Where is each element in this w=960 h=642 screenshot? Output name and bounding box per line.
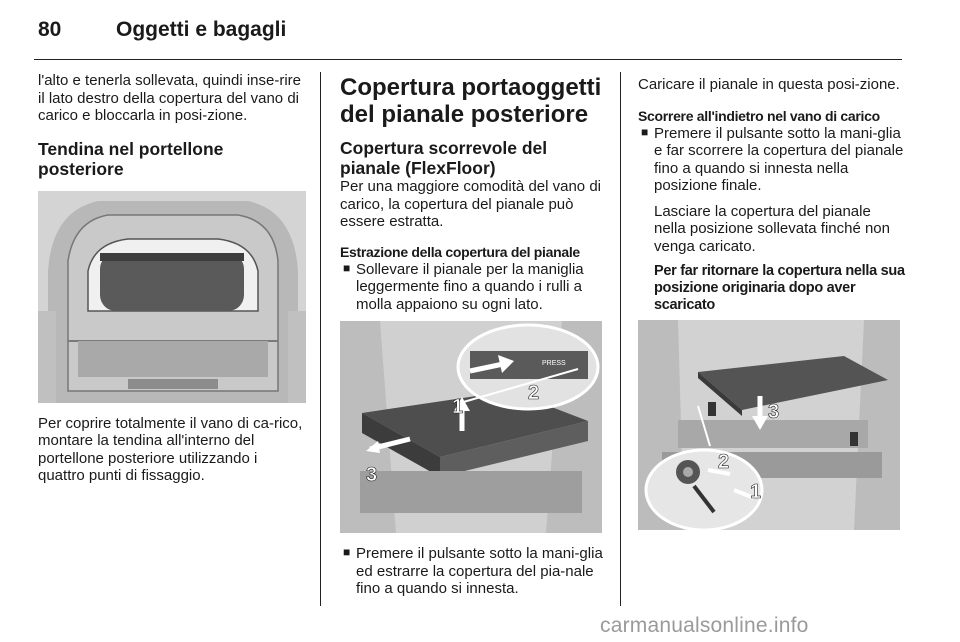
tailgate-cover-figure: [38, 191, 306, 403]
col1-intro-text: l'alto e tenerla sollevata, quindi inse-rire il lato destro della copertura del vano di carico e bloccarla in posi-zione.: [38, 72, 302, 124]
bullet-text: Premere il pulsante sotto la mani-glia e far scorrere la copertura del pianale fino a quando si innesta nella posizione finale.: [654, 124, 904, 194]
col3-note-text: Lasciare la copertura del pianale nella posizione sollevata finché non venga caricato.: [654, 202, 890, 255]
watermark-text: carmanualsonline.info: [600, 614, 809, 637]
subheading-flexfloor: Copertura scorrevole del pianale (FlexFloor): [340, 138, 548, 178]
bullet-item-premere: [340, 545, 606, 598]
flexfloor-extraction-figure: [340, 321, 606, 533]
label-estrazione: Estrazione della copertura del pianale: [340, 243, 580, 260]
cover-return-figure: [638, 320, 906, 530]
callout-3: 3: [768, 401, 780, 423]
bullet-item-sollevare: [340, 261, 606, 314]
col2-intro-text: Per una maggiore comodità del vano di carico, la copertura del pianale può essere estratta.: [340, 178, 601, 230]
bullet-mark: ■: [343, 260, 351, 275]
bullet-mark: ■: [343, 545, 351, 559]
col3-intro-text: Caricare il pianale in questa posi-zione.: [638, 76, 900, 93]
callout-2: 2: [718, 451, 730, 473]
press-button-label: PRESS: [542, 360, 566, 367]
section-heading-tendina: Tendina nel portellone posteriore: [38, 138, 224, 179]
page-title: Oggetti e bagagli: [116, 18, 287, 41]
column-2: [340, 72, 606, 598]
label-ritornare: Per far ritornare la copertura nella sua posizione originaria dopo aver scaricato: [654, 263, 905, 313]
callout-3: 3: [366, 464, 378, 486]
column-3: [638, 72, 906, 530]
callout-2: 2: [528, 382, 540, 404]
column-divider-1: [320, 72, 321, 606]
column-1: [38, 72, 306, 485]
column-divider-2: [620, 72, 621, 606]
section-heading-copertura: Copertura portaoggetti del pianale posteriore: [340, 74, 602, 128]
bullet-text: Sollevare il pianale per la maniglia leggermente fino a quando i rulli a molla appaiono su ogni lato.: [356, 260, 584, 313]
page-number: 80: [38, 18, 62, 41]
bullet-item-premere-finale: [638, 125, 906, 195]
callout-1: 1: [452, 396, 464, 418]
col1-caption-text: Per coprire totalmente il vano di ca-rico, montare la tendina all'interno del portellone posteriore utilizzando i quattro punti di fissaggio.: [38, 414, 303, 484]
header-rule: [34, 59, 902, 60]
callout-1: 1: [750, 481, 762, 503]
bullet-mark: ■: [641, 124, 649, 139]
label-scorrere: Scorrere all'indietro nel vano di carico: [638, 107, 880, 124]
bullet-text: Premere il pulsante sotto la mani-glia ed estrarre la copertura del pia-nale fino a quando si innesta.: [356, 545, 603, 597]
